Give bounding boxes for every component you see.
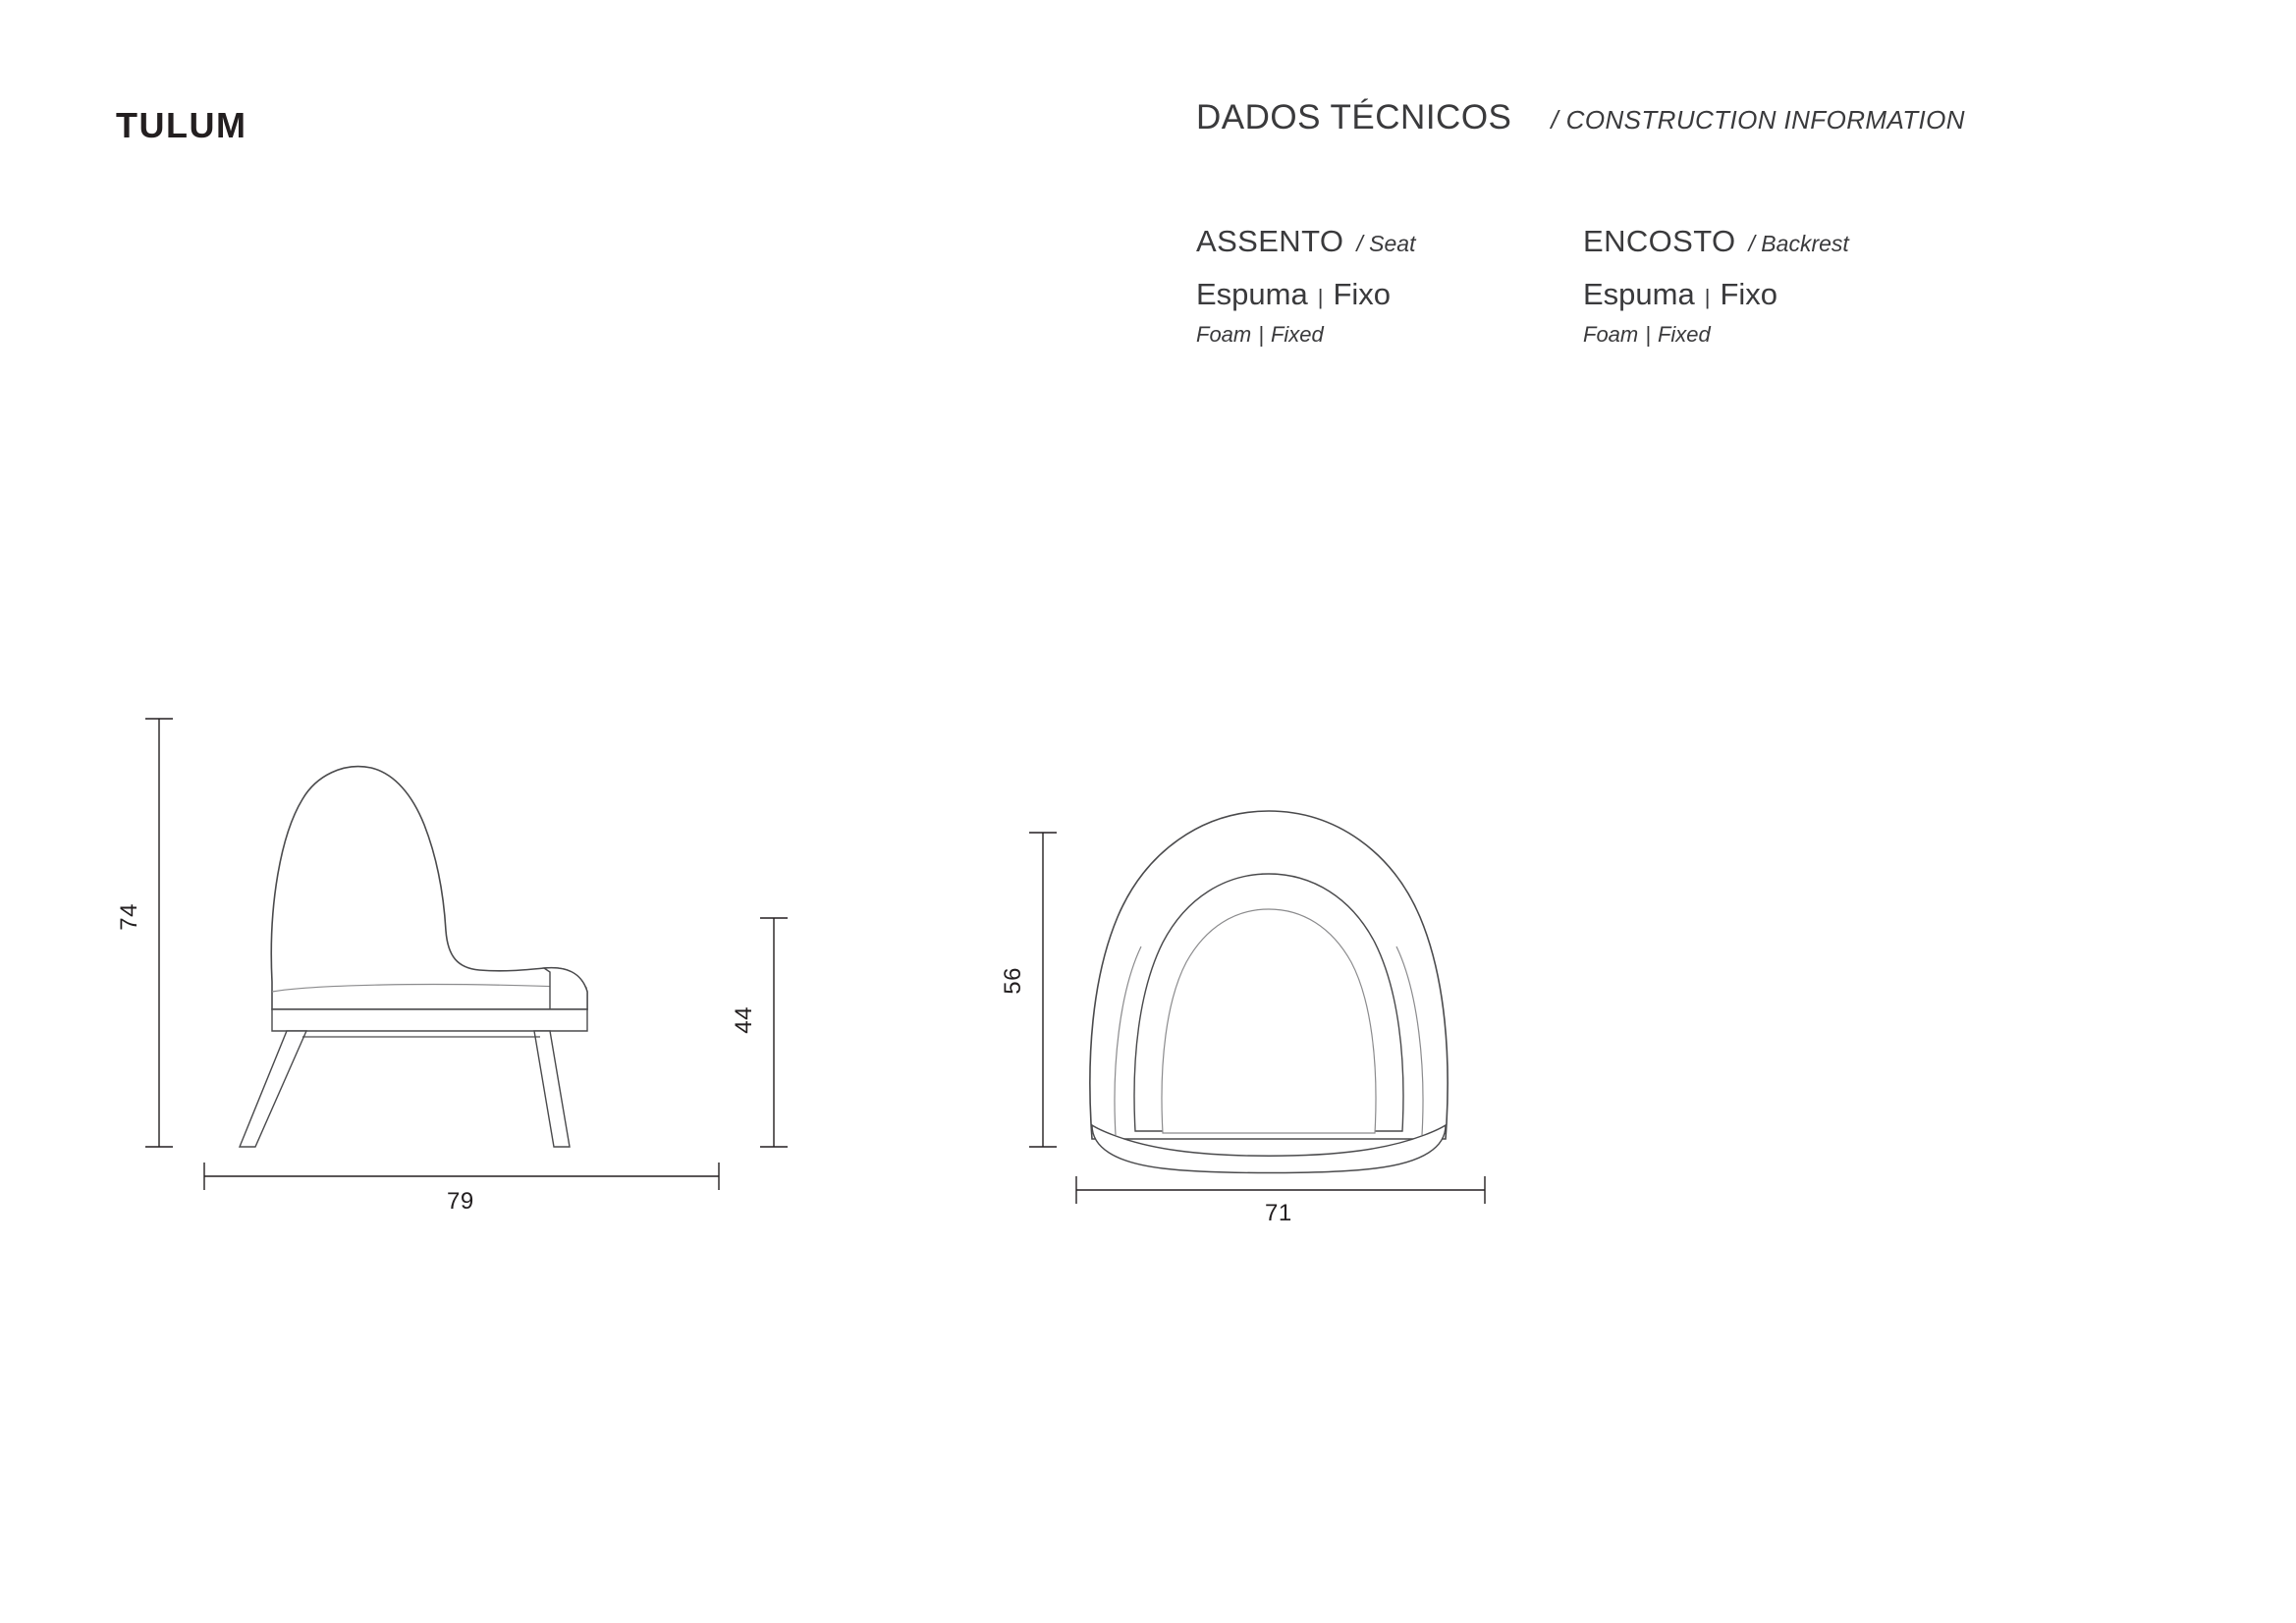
- dim-label-front-width: 71: [1265, 1200, 1292, 1226]
- chair-side-profile: [271, 767, 587, 1009]
- spec-value-seat-separator: |: [1317, 285, 1324, 309]
- spec-value-backrest-pt: [1583, 277, 1849, 312]
- spec-value-seat-material: Espuma: [1196, 277, 1308, 311]
- page-title: TULUM: [116, 105, 247, 145]
- spec-value-seat-pt: [1196, 277, 1416, 312]
- spec-value-backrest-material-en: Foam: [1583, 322, 1639, 347]
- chair-side-armrest: [544, 968, 587, 1009]
- side-view-drawing: [116, 697, 825, 1227]
- dimension-line-front-height-56: [1029, 833, 1057, 1147]
- spec-value-seat-material-en: Foam: [1196, 322, 1252, 347]
- spec-value-backrest-type: Fixo: [1720, 277, 1778, 311]
- spec-heading-backrest: [1583, 224, 1849, 259]
- dimension-line-height-74: [145, 719, 173, 1147]
- front-view-drawing: [1002, 746, 1552, 1227]
- spec-heading-seat: [1196, 224, 1416, 259]
- spec-block-seat: [1196, 224, 1416, 348]
- spec-value-backrest-material: Espuma: [1583, 277, 1695, 311]
- spec-value-seat-type-en: Fixed: [1270, 322, 1324, 347]
- spec-value-backrest-type-en: Fixed: [1657, 322, 1711, 347]
- dim-label-side-width: 79: [447, 1188, 474, 1215]
- dimension-line-seat-height-44: [760, 918, 788, 1147]
- spec-heading-backrest-pt: ENCOSTO: [1583, 224, 1736, 258]
- dim-label-front-height: 56: [1000, 967, 1026, 995]
- spec-heading-seat-en: / Seat: [1356, 231, 1416, 256]
- dim-label-side-height: 74: [116, 903, 142, 931]
- spec-value-seat-separator-en: |: [1258, 322, 1264, 347]
- spec-value-backrest-separator: |: [1704, 285, 1711, 309]
- chair-side-leg-front: [240, 1031, 306, 1147]
- spec-value-backrest-en: [1583, 322, 1849, 348]
- technical-data-title: DADOS TÉCNICOS: [1196, 98, 1512, 136]
- dimension-line-width-79: [204, 1163, 719, 1190]
- chair-side-base: [272, 1009, 587, 1031]
- chair-side-leg-rear: [534, 1031, 570, 1147]
- dim-label-seat-height: 44: [731, 1006, 757, 1034]
- spec-value-seat-type: Fixo: [1333, 277, 1392, 311]
- spec-value-backrest-separator-en: |: [1645, 322, 1651, 347]
- technical-data-subtitle: / CONSTRUCTION INFORMATION: [1551, 105, 1965, 135]
- spec-block-backrest: [1583, 224, 1849, 348]
- technical-data-header: [1196, 98, 1965, 137]
- spec-heading-seat-pt: ASSENTO: [1196, 224, 1344, 258]
- spec-heading-backrest-en: / Backrest: [1748, 231, 1849, 256]
- spec-value-seat-en: [1196, 322, 1416, 348]
